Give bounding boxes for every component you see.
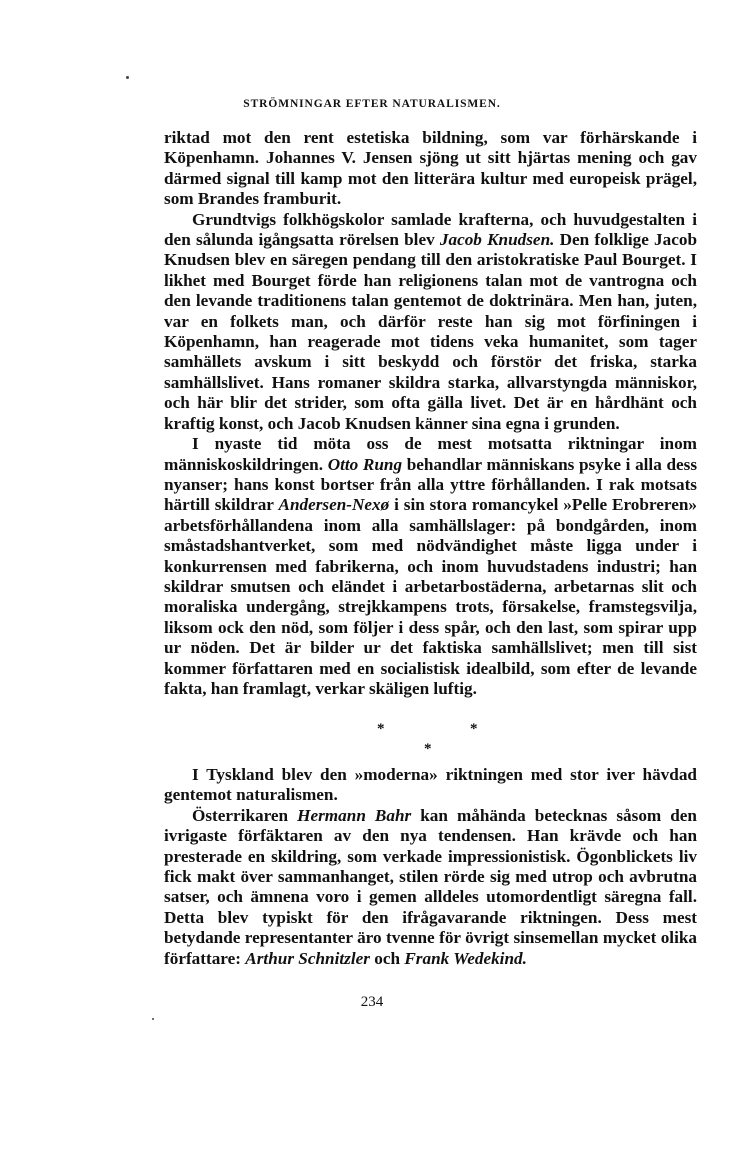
person-name: Frank Wedekind. [404,948,527,968]
text-run: I nyaste tid möta oss de mest motsatta riktningar inom människoskildringen. [164,434,697,474]
person-name: Jacob Knudsen. [439,230,555,250]
text-run: och [369,948,405,968]
section-naturalism-denmark [164,128,697,699]
page-number: 234 [360,994,384,1010]
text-run: kan måhända betecknas såsom den ivrigaste förfäktaren av den nya tendensen. Han krävde och han presterade en skildring, som verkade impressionistisk. Ögonblickets liv fick makt över sammanhanget, stilen rörde sig med utrop och avbrutna satser, och ämnena voro i gemen alldeles utomordentligt säregna fall. Detta blev typiskt för den ifrågavarande riktningen. Dess mest betydande representanter äro tvenne för övrigt sinsemellan mycket olika författare: [164,805,697,968]
running-head: STRÖMNINGAR EFTER NATURALISMEN. [243,98,501,110]
person-name: Andersen-Nexø [278,495,390,515]
paragraph [164,806,697,969]
print-speck [152,1018,154,1020]
paragraph [164,434,697,699]
person-name: Arthur Schnitzler [245,948,370,968]
asterisk: * [377,721,385,737]
text-run: Grundtvigs folkhögskolor samlade krafterna, och huvudgestalten i den sålunda igångsatta rörelsen blev [164,209,697,250]
text-run: behandlar människans psyke i alla dess nyanser; hans konst bortser från alla yttre förhållanden. I rak motsats härtill skildrar [164,454,698,515]
asterisk: * [470,721,478,737]
person-name: Otto Rung [327,454,403,474]
print-speck [126,76,129,79]
text-run: Österrikaren [192,805,298,825]
person-name: Hermann Bahr [297,805,412,825]
paragraph [164,210,697,434]
paragraph: riktad mot den rent estetiska bildning, som var förhärskande i Köpenhamn. Johannes V. Jensen sjöng ut sitt hjärtas mening och gav därmed signal till kamp mot den litterära kultur med europeisk prägel, som Brandes framburit. [164,128,697,209]
section-germany [164,765,697,969]
text-run: Den folklige Jacob Knudsen blev en säregen pendang till den aristokratiske Paul Bourget. I likhet med Bourget förde han religionens talan mot de vantrogna och den levande traditionens talan gentemot de doktrinära. Men han, juten, var en folkets man, och därför reste han sig mot förfiningen i Köpenhamn, han reagerade mot tidens veka humanitet, som tager samhällets avskum i sitt beskydd och förstör det friska, starka samhällslivet. Hans romaner skildra starka, allvarstyngda människor, och här blir det strider, som ofta gälla livet. Det är en hårdhänt och kraftig konst, och Jacob Knudsen känner sina egna i grunden. [164,230,697,433]
paragraph: I Tyskland blev den »moderna» riktningen med stor iver hävdad gentemot naturalismen. [164,765,697,805]
asterisk: * [424,741,432,757]
section-separator [0,718,744,758]
text-run: i sin stora romancykel »Pelle Erobreren» arbetsförhållandena inom alla samhällslager: på bondgården, inom småstadshantverket, som med nödvändighet måste ligga under i konkurrensen med fabrikerna, och inom huvudstadens industri; han skildrar smutsen och eländet i arbetarbostäderna, arbetarnas slit och moraliska undergång, strejkkampens trots, försakelse, framstegsvilja, liksom ock den nöd, som följer i dess spår, och den last, som spirar upp ur nöden. Det är bilder ur det faktiska samhällslivet; men till sist kommer författaren med en socialistisk idealbild, som efter de levande fakta, han framlagt, verkar skäligen luftig. [164,495,697,698]
